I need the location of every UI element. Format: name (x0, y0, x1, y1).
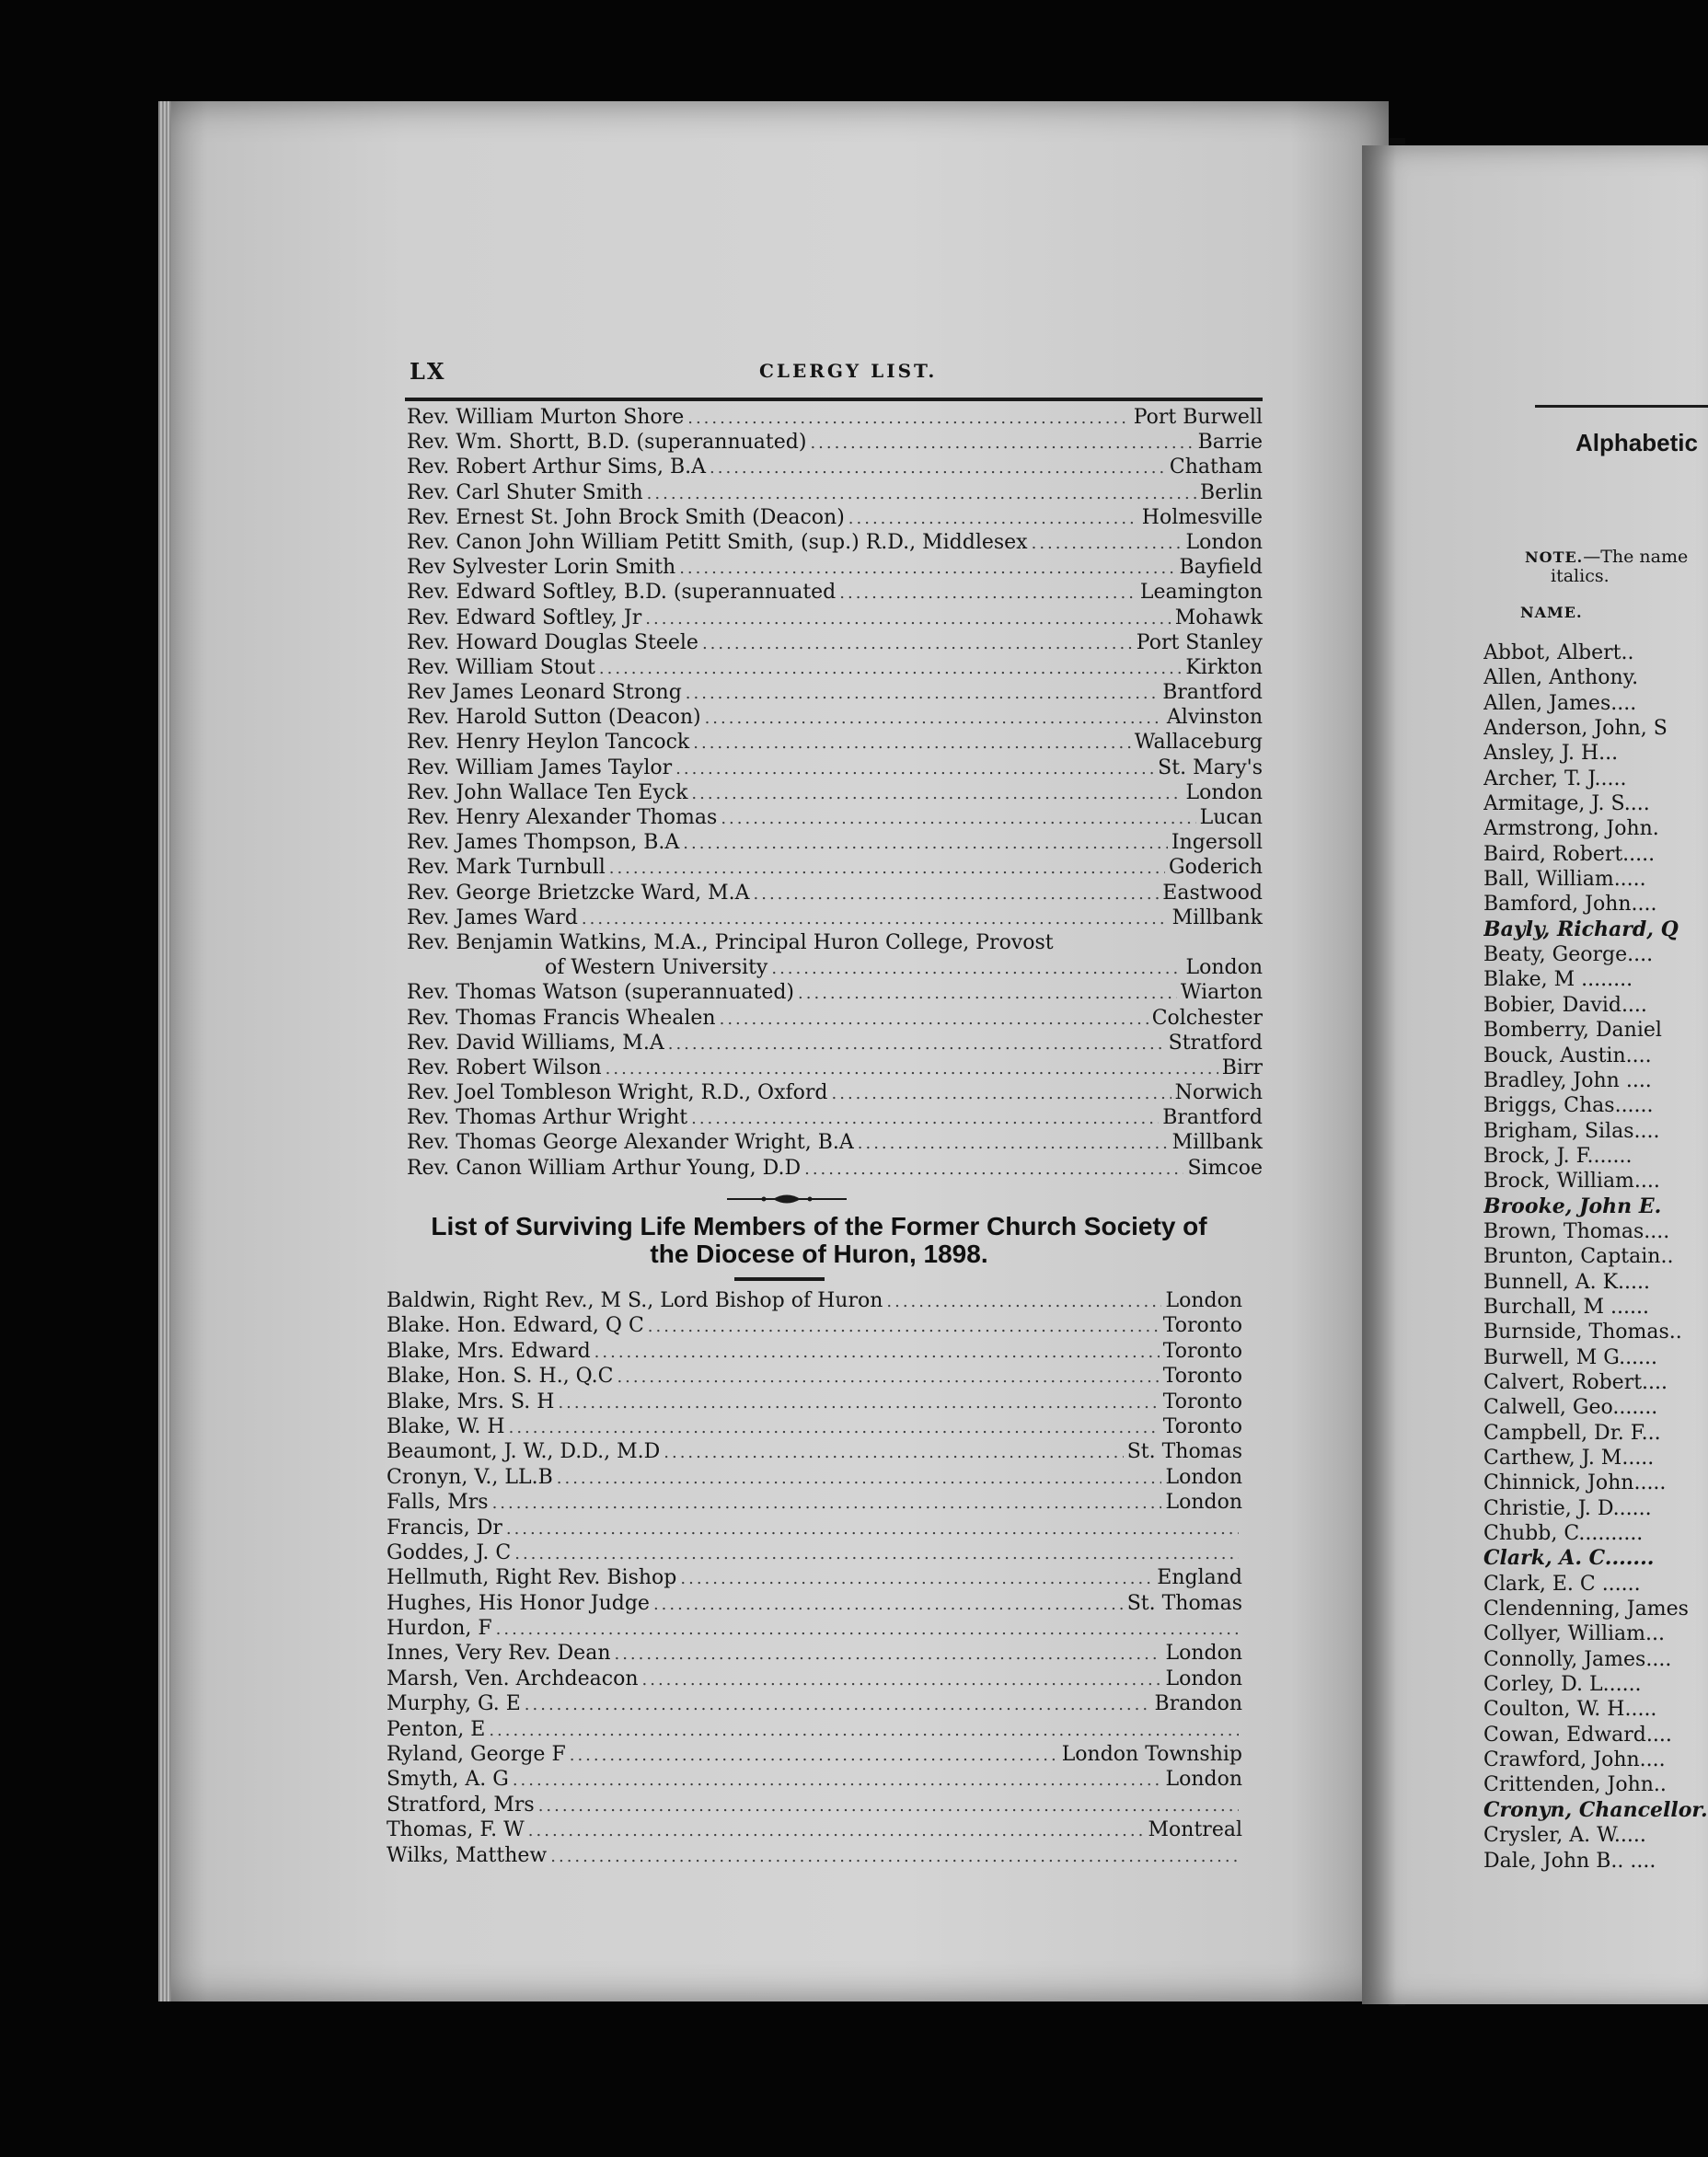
index-name-item: Connolly, James.... (1483, 1647, 1672, 1671)
page-number: LX (410, 358, 446, 385)
leader-dots (514, 1541, 1239, 1566)
leader-dots (858, 1131, 1169, 1156)
index-name-item: Carthew, J. M..... (1483, 1447, 1655, 1470)
index-name-item: Calvert, Robert.... (1483, 1370, 1668, 1394)
member-entry (387, 1540, 1242, 1565)
index-name-item: Crysler, A. W..... (1483, 1824, 1646, 1848)
leader-dots (687, 406, 1129, 431)
leader-dots (721, 806, 1195, 831)
entry-place: Kirkton (1185, 655, 1263, 679)
index-name-item: Blake, M ........ (1483, 968, 1633, 992)
entry-name: Rev. George Brietzcke Ward, M.A (407, 881, 750, 905)
index-name-item: Brown, Thomas.... (1483, 1219, 1670, 1243)
index-name-item: Chinnick, John..... (1483, 1471, 1667, 1495)
entry-place: Ingersoll (1171, 831, 1263, 855)
entry-place: Montreal (1148, 1818, 1242, 1842)
entry-name: Blake, W. H (387, 1414, 505, 1438)
entry-place: Lucan (1199, 806, 1263, 829)
leader-dots (489, 1718, 1239, 1743)
member-entry (387, 1742, 1242, 1767)
leader-dots (594, 1340, 1160, 1365)
clergy-entry (407, 756, 1263, 780)
clergy-entry (407, 455, 1263, 479)
entry-place: Norwich (1174, 1081, 1263, 1105)
index-name-item: Corley, D. L...... (1483, 1673, 1642, 1697)
leader-dots (832, 1081, 1171, 1106)
index-name-item: Chubb, C.......... (1483, 1522, 1644, 1546)
clergy-entry (407, 805, 1263, 830)
clergy-entry (407, 430, 1263, 455)
entry-name: Rev. Thomas Francis Whealen (407, 1006, 716, 1030)
entry-name: Rev Sylvester Lorin Smith (407, 556, 676, 580)
index-name-item: Baird, Robert..... (1483, 842, 1656, 866)
member-entry (387, 1288, 1242, 1313)
entry-name: Rev. Thomas Watson (superannuated) (407, 981, 795, 1005)
entry-name: Rev. Henry Heylon Tancock (407, 731, 690, 755)
member-entry (387, 1313, 1242, 1338)
entry-place: England (1157, 1566, 1242, 1590)
leader-dots (683, 831, 1168, 856)
entry-name: Marsh, Ven. Archdeacon (387, 1667, 639, 1690)
entry-name: Rev. Howard Douglas Steele (407, 630, 698, 654)
index-name-item: Archer, T. J..... (1483, 767, 1627, 790)
leader-dots (886, 1289, 1161, 1314)
leader-dots (617, 1365, 1159, 1390)
entry-name: Rev. James Thompson, B.A (407, 831, 680, 855)
entry-name: Goddes, J. C (387, 1540, 512, 1564)
member-entry (387, 1717, 1242, 1742)
index-name-item: Ball, William..... (1483, 868, 1646, 892)
entry-place: St. Thomas (1126, 1440, 1242, 1464)
member-entry (387, 1565, 1242, 1590)
entry-place: Toronto (1162, 1414, 1242, 1438)
index-name-item: Christie, J. D...... (1483, 1496, 1652, 1520)
leader-dots (754, 882, 1160, 906)
leader-dots (691, 1106, 1159, 1131)
member-entry (387, 1490, 1242, 1515)
leader-dots (668, 1032, 1165, 1056)
clergy-entry (407, 1055, 1263, 1080)
entry-name: Rev. William James Taylor (407, 756, 673, 779)
clergy-entry (407, 955, 1263, 980)
entry-place: Bayfield (1179, 556, 1263, 580)
entry-place: Leamington (1139, 581, 1263, 605)
clergy-entry (407, 905, 1263, 930)
leader-dots (550, 1844, 1239, 1869)
index-name-item: Bobier, David.... (1483, 993, 1647, 1017)
entry-place: Birr (1221, 1055, 1263, 1079)
right-header-rule (1535, 405, 1708, 408)
leader-dots (691, 781, 1182, 806)
clergy-entry (407, 580, 1263, 605)
entry-name: Rev. Edward Softley, B.D. (superannuated (407, 581, 837, 605)
member-entry (387, 1641, 1242, 1666)
clergy-entry (407, 830, 1263, 855)
entry-name: Rev. William Murton Shore (407, 406, 685, 429)
clergy-entry (407, 405, 1263, 430)
alphabetic-name-list (1483, 640, 1708, 1874)
index-name-item: Brooke, John E. (1483, 1194, 1662, 1218)
clergy-entry (407, 480, 1263, 505)
entry-name: Rev. Canon John William Petitt Smith, (sup.) R.D., Middlesex (407, 530, 1028, 554)
leader-dots (528, 1818, 1145, 1843)
index-name-item: Clendenning, James (1483, 1598, 1689, 1621)
index-name-item: Armstrong, John. (1483, 817, 1659, 841)
section-title-line-2: the Diocese of Huron, 1898. (650, 1240, 988, 1268)
index-name-item: Bayly, Richard, Q (1483, 917, 1679, 941)
leader-dots (538, 1794, 1239, 1818)
entry-place: London (1165, 1491, 1242, 1515)
leader-dots (771, 956, 1182, 981)
member-entry (387, 1793, 1242, 1817)
clergy-entry (407, 606, 1263, 630)
clergy-list (407, 405, 1263, 1181)
leader-dots (570, 1743, 1058, 1768)
entry-place: Mohawk (1174, 606, 1263, 629)
entry-name: Rev. Joel Tombleson Wright, R.D., Oxford (407, 1081, 828, 1105)
index-name-item: Crawford, John.... (1483, 1748, 1666, 1772)
right-page-note (1525, 548, 1688, 585)
leader-dots (582, 906, 1169, 931)
entry-place: Brantford (1162, 681, 1263, 705)
leader-dots (614, 1642, 1161, 1667)
entry-name: Rev. Mark Turnbull (407, 856, 606, 880)
member-entry (387, 1691, 1242, 1716)
index-name-item: Calwell, Geo....... (1483, 1396, 1658, 1420)
entry-place: Toronto (1162, 1339, 1242, 1363)
entry-place: Stratford (1168, 1031, 1263, 1055)
running-head (410, 356, 1265, 393)
clergy-entry (407, 881, 1263, 905)
entry-place: Port Stanley (1136, 630, 1263, 654)
member-entry (387, 1439, 1242, 1464)
entry-place: St. Thomas (1126, 1591, 1242, 1615)
leader-dots (664, 1440, 1123, 1465)
leader-dots (525, 1692, 1151, 1717)
index-name-item: Anderson, John, S (1483, 717, 1668, 741)
leader-dots (1032, 531, 1183, 556)
entry-name: Rev. Thomas George Alexander Wright, B.A (407, 1131, 854, 1155)
entry-name: Innes, Very Rev. Dean (387, 1642, 611, 1666)
clergy-entry (407, 930, 1263, 955)
entry-place: Goderich (1169, 856, 1263, 880)
index-name-item: Ansley, J. H... (1483, 742, 1619, 766)
entry-name: Stratford, Mrs (387, 1793, 535, 1817)
entry-place: Brandon (1154, 1692, 1242, 1716)
clergy-entry (407, 780, 1263, 805)
entry-name: Blake, Hon. S. H., Q.C (387, 1365, 614, 1389)
clergy-entry (407, 1156, 1263, 1181)
entry-place: St. Mary's (1158, 756, 1263, 779)
header-rule (405, 398, 1263, 401)
note-line-1: —The name (1583, 547, 1689, 567)
entry-place: Barrie (1197, 431, 1263, 455)
entry-place: Wiarton (1180, 981, 1263, 1005)
leader-dots (720, 1007, 1148, 1032)
leader-dots (653, 1592, 1124, 1617)
index-name-item: Dale, John B.. .... (1483, 1849, 1656, 1873)
leader-dots (702, 631, 1133, 656)
entry-name: Cronyn, V., LL.B (387, 1465, 553, 1489)
leader-dots (680, 1566, 1153, 1591)
index-name-item: Brunton, Captain.. (1483, 1245, 1674, 1269)
clergy-entry (407, 555, 1263, 580)
entry-name: of Western University (545, 956, 768, 980)
leader-dots (693, 731, 1131, 756)
section-title-line-1: List of Surviving Life Members of the Former Church Society of (431, 1212, 1207, 1240)
member-entry (387, 1843, 1242, 1868)
entry-name: Rev. David Williams, M.A (407, 1031, 664, 1055)
leader-dots (839, 581, 1137, 606)
entry-place: Brantford (1162, 1106, 1263, 1130)
clergy-entry (407, 530, 1263, 555)
entry-place: London (1165, 1667, 1242, 1690)
index-name-item: Bamford, John.... (1483, 893, 1657, 917)
entry-place: Toronto (1162, 1314, 1242, 1338)
member-entry (387, 1667, 1242, 1691)
entry-name: Rev. Wm. Shortt, B.D. (superannuated) (407, 431, 807, 455)
clergy-entry (407, 630, 1263, 655)
clergy-entry (407, 980, 1263, 1005)
entry-place: Holmesville (1141, 505, 1263, 529)
leader-dots (496, 1617, 1239, 1642)
entry-name: Rev James Leonard Strong (407, 681, 682, 705)
note-label: NOTE. (1525, 548, 1584, 566)
entry-place: London (1185, 780, 1263, 804)
entry-place: London (1165, 1465, 1242, 1489)
index-name-item: Burwell, M G...... (1483, 1345, 1658, 1369)
entry-place: London Township (1061, 1743, 1242, 1767)
entry-name: Hurdon, F (387, 1617, 492, 1641)
leader-dots (647, 481, 1196, 506)
index-name-item: Coulton, W. H..... (1483, 1698, 1657, 1722)
member-entry (387, 1817, 1242, 1842)
index-name-item: Bunnell, A. K..... (1483, 1270, 1651, 1294)
index-name-item: Armitage, J. S.... (1483, 792, 1650, 816)
clergy-entry (407, 855, 1263, 880)
member-entry (387, 1339, 1242, 1364)
entry-place: Toronto (1162, 1365, 1242, 1389)
leader-dots (506, 1517, 1239, 1541)
index-name-item: Abbot, Albert.. (1483, 641, 1634, 664)
right-page-heading: Alphabetic (1575, 429, 1698, 456)
index-name-item: Crittenden, John.. (1483, 1773, 1667, 1797)
clergy-entry (407, 655, 1263, 680)
entry-place: Simcoe (1187, 1156, 1263, 1180)
entry-name: Rev. Thomas Arthur Wright (407, 1106, 688, 1130)
index-name-item: Bradley, John .... (1483, 1068, 1652, 1092)
index-name-item: Bomberry, Daniel (1483, 1019, 1662, 1043)
entry-name: Wilks, Matthew (387, 1843, 548, 1867)
index-name-item: Bouck, Austin.... (1483, 1044, 1652, 1067)
entry-place: London (1165, 1768, 1242, 1792)
entry-place: Eastwood (1162, 881, 1263, 905)
entry-name: Falls, Mrs (387, 1491, 489, 1515)
entry-name: Thomas, F. W (387, 1818, 525, 1842)
entry-place: Colchester (1151, 1006, 1263, 1030)
entry-name: Rev. Benjamin Watkins, M.A., Principal Huron College, Provost (407, 930, 1054, 954)
index-name-item: Cronyn, Chancellor. (1483, 1797, 1708, 1822)
index-name-item: Burchall, M ...... (1483, 1295, 1649, 1319)
entry-place: Millbank (1171, 905, 1263, 929)
entry-name: Hughes, His Honor Judge (387, 1591, 650, 1615)
entry-place: Chatham (1169, 456, 1263, 479)
clergy-entry (407, 1031, 1263, 1055)
index-name-item: Clark, A. C....... (1483, 1546, 1655, 1571)
entry-place: Port Burwell (1133, 406, 1263, 429)
clergy-entry (407, 1105, 1263, 1130)
entry-name: Beaumont, J. W., D.D., M.D (387, 1440, 661, 1464)
leader-dots (675, 756, 1154, 781)
page-stack-edge (158, 101, 171, 2001)
leader-dots (710, 456, 1166, 480)
leader-dots (599, 656, 1183, 681)
entry-name: Smyth, A. G (387, 1768, 509, 1792)
leader-dots (609, 856, 1165, 881)
leader-dots (798, 981, 1177, 1006)
index-name-item: Brigham, Silas.... (1483, 1119, 1660, 1143)
entry-place: Toronto (1162, 1390, 1242, 1413)
index-name-item: Briggs, Chas...... (1483, 1094, 1654, 1118)
member-entry (387, 1516, 1242, 1540)
leader-dots (557, 1466, 1162, 1491)
entry-name: Rev. Robert Wilson (407, 1055, 602, 1079)
leader-dots (645, 606, 1171, 631)
index-name-item: Brock, William.... (1483, 1170, 1660, 1194)
entry-name: Rev. John Wallace Ten Eyck (407, 780, 688, 804)
leader-dots (705, 706, 1163, 731)
ornament-divider (727, 1193, 847, 1205)
entry-place: London (1165, 1642, 1242, 1666)
leader-dots (509, 1415, 1160, 1440)
entry-name: Rev. William Stout (407, 655, 595, 679)
entry-name: Rev. Ernest St. John Brock Smith (Deacon) (407, 505, 845, 529)
entry-name: Rev. Carl Shuter Smith (407, 480, 643, 504)
leader-dots (558, 1390, 1159, 1415)
index-name-item: Allen, James.... (1483, 691, 1637, 715)
member-entry (387, 1616, 1242, 1641)
leader-dots (810, 431, 1194, 456)
entry-place: Berlin (1200, 480, 1263, 504)
leader-dots (513, 1768, 1162, 1793)
section-title (387, 1213, 1252, 1268)
member-entry (387, 1767, 1242, 1792)
entry-name: Blake. Hon. Edward, Q C (387, 1314, 644, 1338)
entry-name: Blake, Mrs. S. H (387, 1390, 555, 1413)
entry-name: Penton, E (387, 1717, 486, 1741)
clergy-entry (407, 505, 1263, 530)
index-name-item: Collyer, William... (1483, 1622, 1666, 1646)
entry-name: Hellmuth, Right Rev. Bishop (387, 1566, 677, 1590)
entry-name: Murphy, G. E (387, 1692, 521, 1716)
entry-name: Rev. Canon William Arthur Young, D.D (407, 1156, 802, 1180)
leader-dots (686, 681, 1159, 706)
member-entry (387, 1364, 1242, 1389)
entry-place: London (1165, 1289, 1242, 1312)
clergy-entry (407, 730, 1263, 755)
entry-name: Ryland, George F (387, 1743, 566, 1767)
member-entry (387, 1591, 1242, 1616)
clergy-entry (407, 1130, 1263, 1155)
leader-dots (606, 1056, 1218, 1081)
entry-place: Millbank (1171, 1131, 1263, 1155)
entry-name: Rev. Harold Sutton (Deacon) (407, 706, 701, 730)
clergy-entry (407, 680, 1263, 705)
index-name-item: Campbell, Dr. F... (1483, 1421, 1661, 1445)
leader-dots (642, 1667, 1162, 1692)
leader-dots (804, 1157, 1183, 1182)
note-line-2: italics. (1551, 566, 1610, 586)
index-name-item: Beaty, George.... (1483, 943, 1654, 967)
member-entry (387, 1414, 1242, 1439)
clergy-entry (407, 1080, 1263, 1105)
life-members-list (387, 1288, 1242, 1868)
entry-name: Rev. Robert Arthur Sims, B.A (407, 456, 707, 479)
index-name-item: Burnside, Thomas.. (1483, 1321, 1682, 1344)
index-name-item: Cowan, Edward.... (1483, 1723, 1672, 1747)
entry-place: London (1185, 530, 1263, 554)
name-column-header: NAME. (1520, 604, 1583, 621)
entry-name: Rev. Henry Alexander Thomas (407, 806, 718, 829)
clergy-entry (407, 705, 1263, 730)
running-title: CLERGY LIST. (759, 360, 938, 382)
leader-dots (648, 1314, 1160, 1339)
leader-dots (848, 506, 1138, 531)
entry-place: London (1185, 956, 1263, 980)
entry-name: Francis, Dr (387, 1516, 502, 1540)
leader-dots (679, 556, 1175, 581)
member-entry (387, 1465, 1242, 1490)
entry-name: Rev. Edward Softley, Jr (407, 606, 642, 629)
index-name-item: Allen, Anthony. (1483, 666, 1639, 690)
index-name-item: Brock, J. F....... (1483, 1144, 1633, 1168)
member-entry (387, 1390, 1242, 1414)
leader-dots (492, 1491, 1162, 1516)
index-name-item: Clark, E. C ...... (1483, 1572, 1641, 1596)
title-rule (734, 1277, 825, 1281)
entry-place: Alvinston (1166, 706, 1263, 730)
entry-name: Blake, Mrs. Edward (387, 1339, 591, 1363)
entry-place: Wallaceburg (1134, 731, 1263, 755)
clergy-entry (407, 1006, 1263, 1031)
entry-name: Rev. James Ward (407, 905, 578, 929)
entry-name: Baldwin, Right Rev., M S., Lord Bishop of Huron (387, 1289, 883, 1312)
